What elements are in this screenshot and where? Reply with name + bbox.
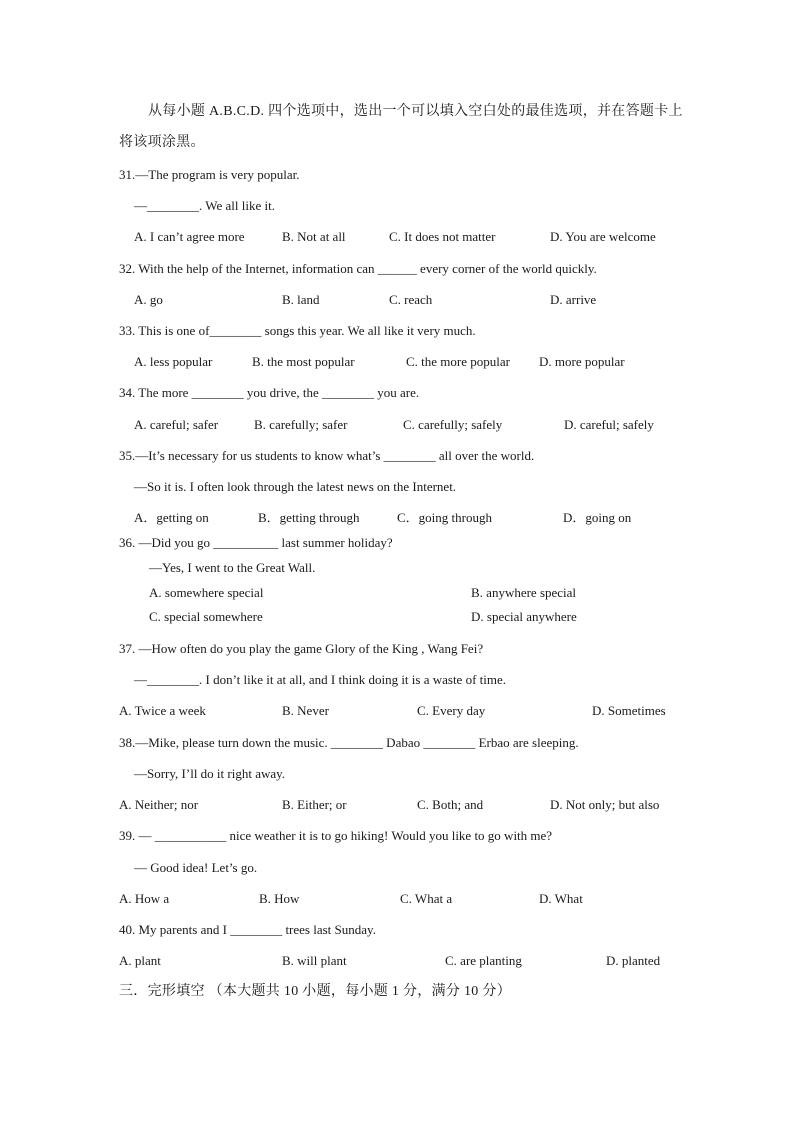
question-37-option-c: C. Every day (417, 703, 486, 718)
question-32-option-b: B. land (282, 292, 320, 307)
question-35-option-b: B．getting through (258, 510, 360, 525)
question-31-option-d: D. You are welcome (550, 229, 656, 244)
question-37-stem: 37. —How often do you play the game Glory of the King , Wang Fei? (119, 641, 484, 656)
question-35-stem: 35.—It’s necessary for us students to know what’s ________ all over the world. (119, 448, 535, 463)
question-40-option-d: D. planted (606, 953, 661, 968)
question-35-option-a: A．getting on (134, 510, 209, 525)
question-36-option-c: C. special somewhere (149, 609, 263, 624)
question-39-option-b: B. How (259, 891, 300, 906)
question-32-option-a: A. go (134, 292, 163, 307)
question-32-option-d: D. arrive (550, 292, 597, 307)
question-39-option-c: C. What a (400, 891, 453, 906)
question-40-option-b: B. will plant (282, 953, 347, 968)
question-31-option-c: C. It does not matter (389, 229, 496, 244)
question-32-option-c: C. reach (389, 292, 433, 307)
question-35-reply: —So it is. I often look through the latest news on the Internet. (134, 479, 457, 494)
question-36-option-b: B. anywhere special (471, 585, 577, 600)
question-38-option-a: A. Neither; nor (119, 797, 199, 812)
question-34-stem: 34. The more ________ you drive, the ________ you are. (119, 385, 420, 400)
question-40-option-c: C. are planting (445, 953, 522, 968)
question-39-option-d: D. What (539, 891, 583, 906)
question-36-option-d: D. special anywhere (471, 609, 577, 624)
question-36-stem: 36. —Did you go __________ last summer holiday? (119, 535, 393, 550)
question-33-option-d: D. more popular (539, 354, 625, 369)
question-33-option-a: A. less popular (134, 354, 213, 369)
instruction-line-2: 将该项涂黑。 (119, 135, 205, 150)
question-34-option-c: C. carefully; safely (403, 417, 503, 432)
question-31-option-b: B. Not at all (282, 229, 346, 244)
question-31-stem: 31.—The program is very popular. (119, 167, 300, 182)
question-33-stem: 33. This is one of________ songs this year. We all like it very much. (119, 323, 476, 338)
question-40-option-a: A. plant (119, 953, 161, 968)
question-38-option-c: C. Both; and (417, 797, 484, 812)
question-31-option-a: A. I can’t agree more (134, 229, 245, 244)
question-31-reply: —________. We all like it. (134, 198, 275, 213)
question-37-option-a: A. Twice a week (119, 703, 206, 718)
question-36-reply: —Yes, I went to the Great Wall. (149, 560, 316, 575)
question-34-option-d: D. careful; safely (564, 417, 654, 432)
question-40-stem: 40. My parents and I ________ trees last Sunday. (119, 922, 376, 937)
question-34-option-a: A. careful; safer (134, 417, 219, 432)
question-39-option-a: A. How a (119, 891, 170, 906)
question-38-option-b: B. Either; or (282, 797, 347, 812)
instruction-line-1: 从每小题 A.B.C.D. 四个选项中，选出一个可以填入空白处的最佳选项，并在答题卡上 (148, 104, 683, 119)
question-37-option-b: B. Never (282, 703, 329, 718)
section-heading: 三．完形填空 （本大题共 10 小题，每小题 1 分，满分 10 分） (119, 984, 511, 999)
question-38-option-d: D. Not only; but also (550, 797, 660, 812)
question-35-option-d: D．going on (563, 510, 632, 525)
question-38-reply: —Sorry, I’ll do it right away. (134, 766, 286, 781)
question-37-option-d: D. Sometimes (592, 703, 666, 718)
question-32-stem: 32. With the help of the Internet, information can ______ every corner of the world quickly. (119, 261, 597, 276)
question-36-option-a: A. somewhere special (149, 585, 264, 600)
question-33-option-b: B. the most popular (252, 354, 355, 369)
question-38-stem: 38.—Mike, please turn down the music. ________ Dabao ________ Erbao are sleeping. (119, 735, 579, 750)
question-34-option-b: B. carefully; safer (254, 417, 348, 432)
question-39-stem: 39. — ___________ nice weather it is to go hiking! Would you like to go with me? (119, 828, 553, 843)
question-33-option-c: C. the more popular (406, 354, 510, 369)
question-39-reply: — Good idea! Let’s go. (134, 860, 258, 875)
question-37-reply: —________. I don’t like it at all, and I think doing it is a waste of time. (134, 672, 507, 687)
question-35-option-c: C．going through (397, 510, 492, 525)
